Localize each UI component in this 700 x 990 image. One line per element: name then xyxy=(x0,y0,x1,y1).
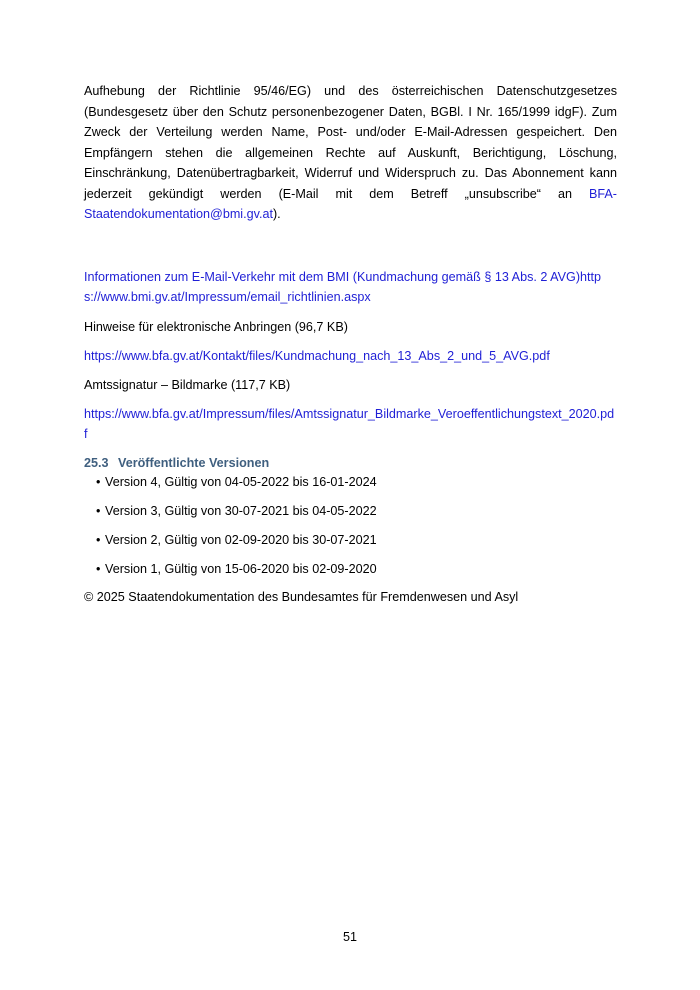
email-info-link[interactable]: Informationen zum E-Mail-Verkehr mit dem BMI (Kundmachung gemäß § 13 Abs. 2 AVG)https://www.bmi.gv.at/Impressum/email_richtlinien.aspx xyxy=(84,269,602,304)
hinweise-label: Hinweise für elektronische Anbringen (96,7 KB) xyxy=(84,319,348,334)
intro-text-end: ). xyxy=(272,207,281,221)
section-number: 25.3 xyxy=(84,455,109,470)
bullet-icon: • xyxy=(96,532,101,547)
kundmachung-link[interactable]: https://www.bfa.gv.at/Kontakt/files/Kundmachung_nach_13_Abs_2_und_5_AVG.pdf xyxy=(84,348,550,363)
section-title: Veröffentlichte Versionen xyxy=(118,455,270,470)
amtssignatur-paragraph xyxy=(84,404,617,444)
email-info-paragraph xyxy=(84,267,617,307)
version-text: Version 1, Gültig von 15-06-2020 bis 02-09-2020 xyxy=(105,561,377,576)
intro-paragraph xyxy=(84,81,617,225)
kundmachung-paragraph xyxy=(84,346,617,366)
bullet-icon: • xyxy=(96,561,101,576)
versions-list xyxy=(84,472,617,579)
version-text: Version 4, Gültig von 04-05-2022 bis 16-01-2024 xyxy=(105,474,377,489)
copyright-text: © 2025 Staatendokumentation des Bundesamtes für Fremdenwesen und Asyl xyxy=(84,589,519,604)
list-item xyxy=(96,501,617,521)
version-text: Version 3, Gültig von 30-07-2021 bis 04-05-2022 xyxy=(105,503,377,518)
version-text: Version 2, Gültig von 02-09-2020 bis 30-07-2021 xyxy=(105,532,377,547)
amtssignatur-link[interactable]: https://www.bfa.gv.at/Impressum/files/Amtssignatur_Bildmarke_Veroeffentlichungstext_2020.pdf xyxy=(84,406,615,441)
amtssignatur-label: Amtssignatur – Bildmarke (117,7 KB) xyxy=(84,377,291,392)
page-number: 51 xyxy=(342,930,357,944)
email-link[interactable]: BFA-Staatendokumentation@bmi.gv.at xyxy=(84,186,617,221)
list-item xyxy=(96,530,617,550)
intro-text: Aufhebung der Richtlinie 95/46/EG) und des österreichischen Datenschutzgesetzes (Bundesgesetz über den Schutz personenbezogener Daten, BGBl. I Nr. 165/1999 idgF). Zum Zweck der Verteilung werden Name, Post- und/oder E-Mail-Adressen gespeichert. Den Empfängern stehen die allgemeinen Rechte auf Auskunft, Berichtigung, Löschung, Einschränkung, Datenübertragbarkeit, Widerruf und Widerspruch zu. Das Abonnement kann jederzeit gekündigt werden (E-Mail mit dem Betreff „unsubscribe“ an xyxy=(84,84,617,201)
list-item xyxy=(96,559,617,579)
section-heading xyxy=(84,454,617,472)
document-page xyxy=(84,81,617,607)
list-item xyxy=(96,472,617,492)
bullet-icon: • xyxy=(96,503,101,518)
bullet-icon: • xyxy=(96,474,101,489)
